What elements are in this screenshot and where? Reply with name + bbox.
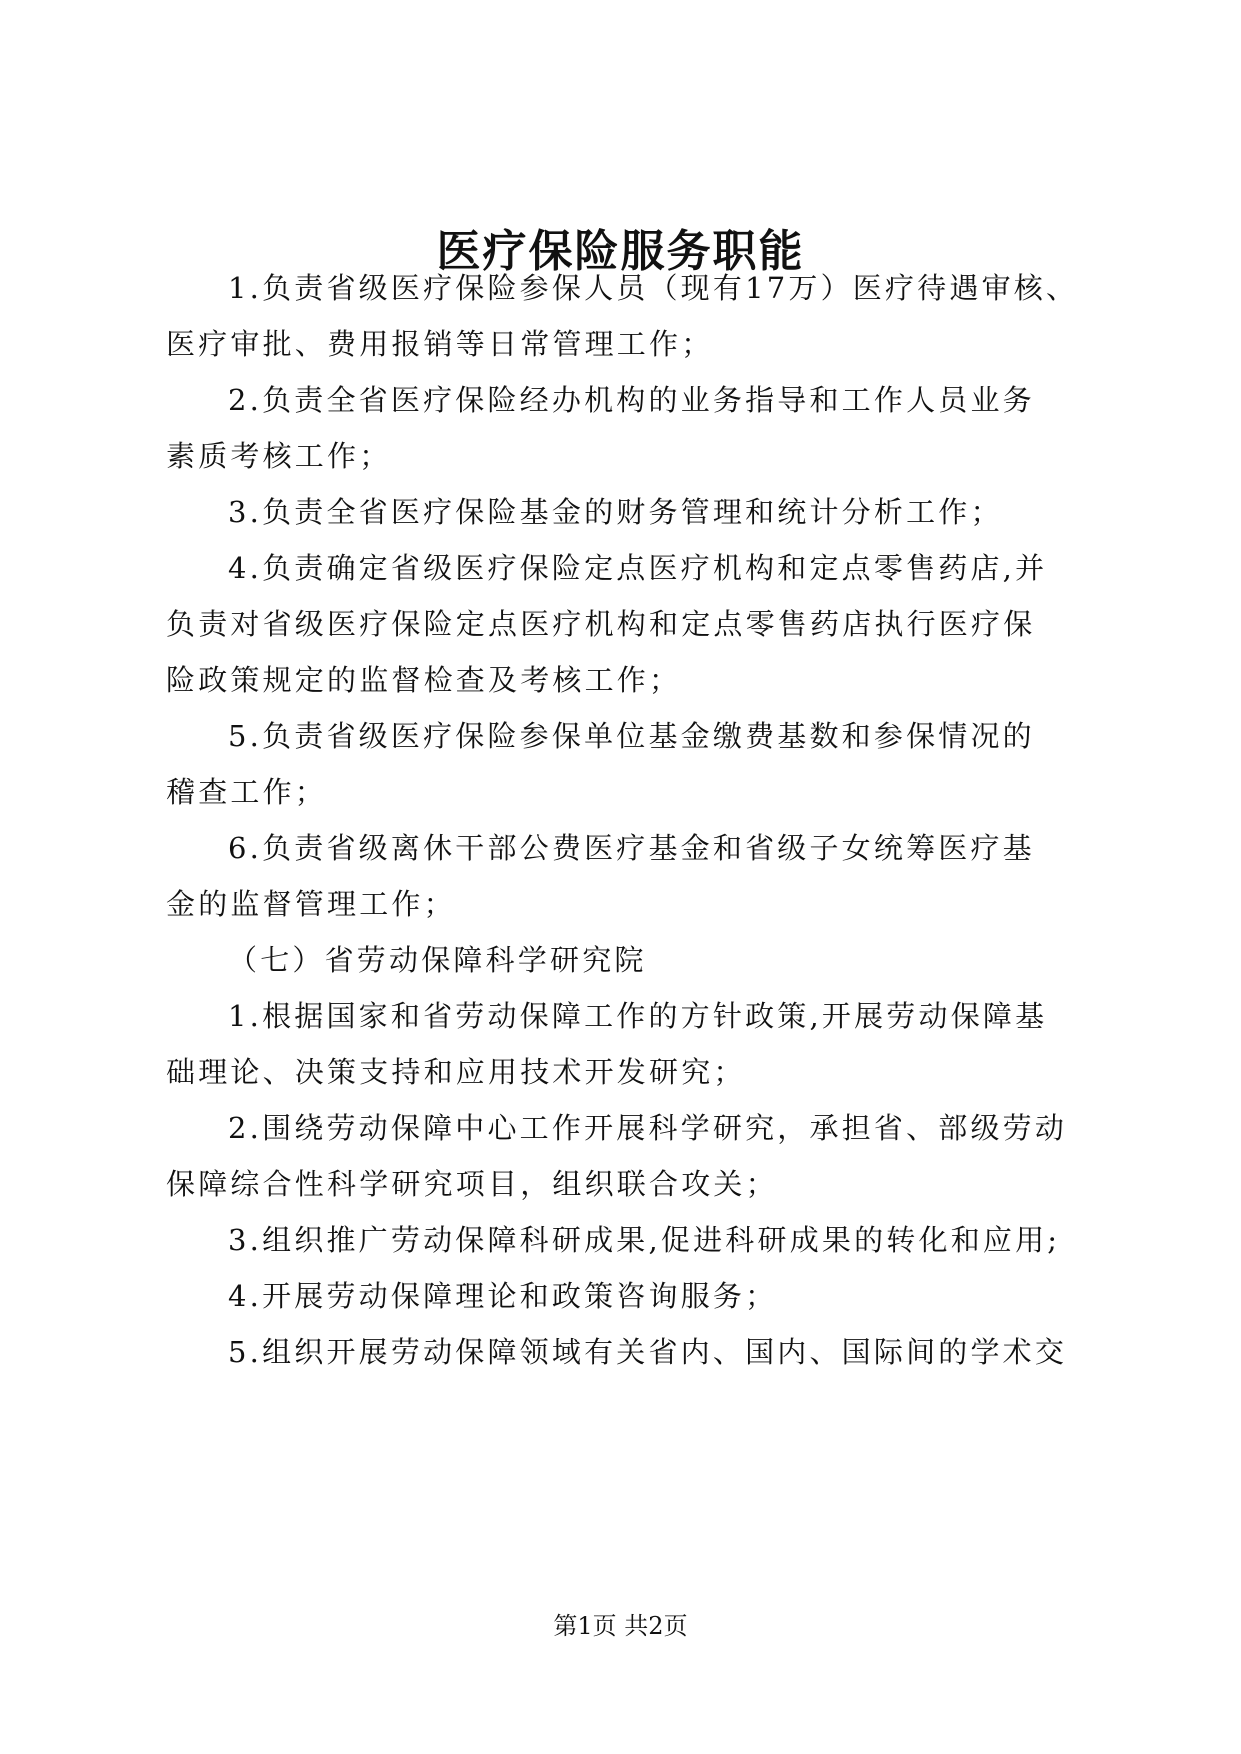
paragraph-line: 4.负责确定省级医疗保险定点医疗机构和定点零售药店,并 [228,551,1048,585]
document-title: 医疗保险服务职能 [436,226,805,277]
paragraph-line: 4.开展劳动保障理论和政策咨询服务； [228,1279,778,1313]
paragraph-line: 素质考核工作； [166,439,392,473]
paragraph-line: 5.负责省级医疗保险参保单位基金缴费基数和参保情况的 [228,719,1035,753]
paragraph-line: 2.围绕劳动保障中心工作开展科学研究，承担省、部级劳动 [228,1111,1068,1145]
paragraph-line: 负责对省级医疗保险定点医疗机构和定点零售药店执行医疗保 [166,607,1036,641]
paragraph-line: 5.组织开展劳动保障领域有关省内、国内、国际间的学术交 [228,1335,1068,1369]
paragraph-line: 1.根据国家和省劳动保障工作的方针政策,开展劳动保障基 [228,999,1048,1033]
paragraph-line: 1.负责省级医疗保险参保人员（现有17万）医疗待遇审核、 [228,271,1079,305]
paragraph-line: 3.负责全省医疗保险基金的财务管理和统计分析工作； [228,495,1003,529]
paragraph-line: 稽查工作； [166,775,328,809]
paragraph-line: 医疗审批、费用报销等日常管理工作； [166,327,714,361]
paragraph-line: 3.组织推广劳动保障科研成果,促进科研成果的转化和应用; [228,1223,1061,1257]
paragraph-line: 金的监督管理工作； [166,887,456,921]
paragraph-line: 6.负责省级离休干部公费医疗基金和省级子女统筹医疗基 [228,831,1035,865]
paragraph-line: 2.负责全省医疗保险经办机构的业务指导和工作人员业务 [228,383,1035,417]
paragraph-line: 保障综合性科学研究项目，组织联合攻关； [166,1167,778,1201]
page-number-footer: 第1页 共2页 [553,1612,688,1640]
paragraph-line: 础理论、决策支持和应用技术开发研究； [166,1055,746,1089]
paragraph-line: 险政策规定的监督检查及考核工作； [166,663,682,697]
section-heading: （七）省劳动保障科学研究院 [228,943,647,977]
